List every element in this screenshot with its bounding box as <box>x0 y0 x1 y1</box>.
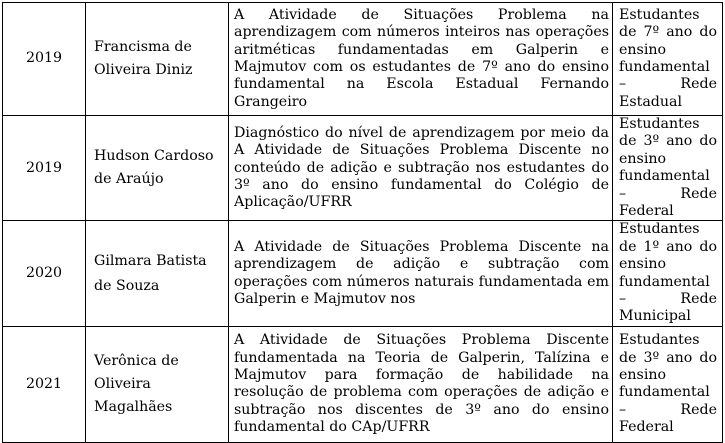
title-cell: A Atividade de Situações Problema na aprendizagem com números inteiros nas operações aritméticas fundamentadas em Galperin e Majmutov com os estudantes de 7º ano do ensino fundamental na Escola Estadual Fernando Grangeiro <box>229 3 613 116</box>
audience-cell: Estudantes de 1º ano do ensino fundamental – Rede Municipal <box>613 221 723 326</box>
table-row <box>3 3 723 116</box>
table-row <box>3 326 723 442</box>
audience-cell: Estudantes de 3º ano do ensino fundamental – Rede Federal <box>613 116 723 221</box>
research-table <box>2 2 723 443</box>
audience-cell: Estudantes de 3º ano do ensino fundamental – Rede Federal <box>613 326 723 442</box>
table-row <box>3 116 723 221</box>
author-cell: Hudson Cardoso de Araújo <box>86 116 229 221</box>
year-cell: 2020 <box>3 221 86 326</box>
year-cell: 2019 <box>3 3 86 116</box>
author-cell: Verônica de Oliveira Magalhães <box>86 326 229 442</box>
title-cell: Diagnóstico do nível de aprendizagem por meio da A Atividade de Situações Problema Discente no conteúdo de adição e subtração nos estudantes do 3º ano do ensino fundamental do Colégio de Aplicação/UFRR <box>229 116 613 221</box>
year-cell: 2019 <box>3 116 86 221</box>
author-cell: Gilmara Batista de Souza <box>86 221 229 326</box>
title-cell: A Atividade de Situações Problema Discente fundamentada na Teoria de Galperin, Talízina e Majmutov para formação de habilidade na resolução de problema com operações de adição e subtração nos discentes de 3º ano do ensino fundamental do CAp/UFRR <box>229 326 613 442</box>
audience-cell: Estudantes de 7º ano do ensino fundamental – Rede Estadual <box>613 3 723 116</box>
author-cell: Francisma de Oliveira Diniz <box>86 3 229 116</box>
year-cell: 2021 <box>3 326 86 442</box>
table-row <box>3 221 723 326</box>
title-cell: A Atividade de Situações Problema Discente na aprendizagem de adição e subtração com operações com números naturais fundamentada em Galperin e Majmutov nos <box>229 221 613 326</box>
